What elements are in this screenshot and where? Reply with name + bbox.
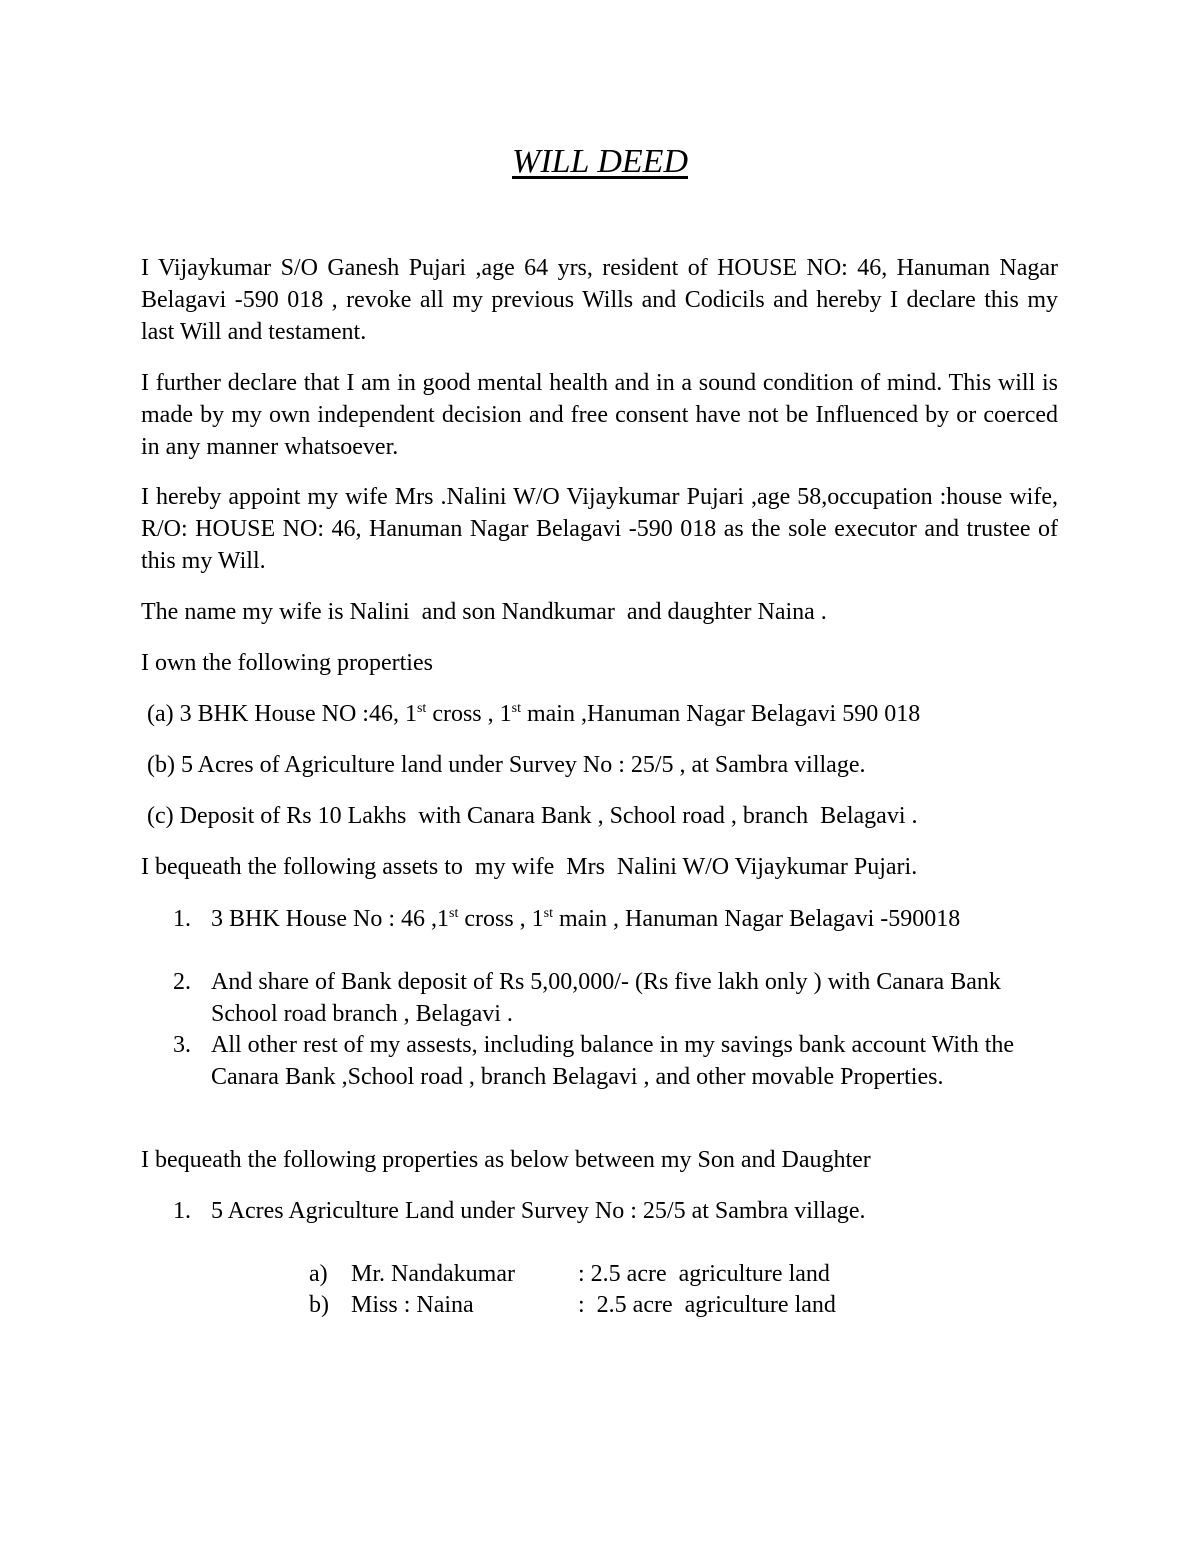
document-title: WILL DEED — [512, 143, 688, 180]
share-a-mark: a) — [309, 1261, 328, 1287]
property-a: (a) 3 BHK House NO :46, 1st cross , 1st main ,Hanuman Nagar Belagavi 590 018 — [141, 701, 921, 727]
family-line: The name my wife is Nalini and son Nandkumar and daughter Naina . — [141, 599, 827, 625]
properties-heading: I own the following properties — [141, 650, 433, 676]
share-b-mark: b) — [309, 1292, 329, 1318]
wife-item-3-number: 3. — [173, 1032, 191, 1058]
wife-item-1-number: 1. — [173, 906, 191, 932]
wife-item-1: 3 BHK House No : 46 ,1st cross , 1st main , Hanuman Nagar Belagavi -590018 — [211, 906, 961, 932]
wife-item-3: All other rest of my assests, including balance in my savings bank account With the Canara Bank ,School road , branch Belagavi , and other movable Properties. — [211, 1032, 1015, 1090]
declaration-paragraph: I further declare that I am in good mental health and in a sound condition of mind. This will is made by my own independent decision and free consent have not be Influenced by or coerced in any manner whatsoever. — [141, 370, 1058, 460]
share-a-value: : 2.5 acre agriculture land — [578, 1261, 830, 1287]
children-item-1: 5 Acres Agriculture Land under Survey No : 25/5 at Sambra village. — [211, 1198, 866, 1224]
intro-paragraph: I Vijaykumar S/O Ganesh Pujari ,age 64 yrs, resident of HOUSE NO: 46, Hanuman Nagar Belagavi -590 018 , revoke all my previous Wills and Codicils and hereby I declare this my last Will and testament. — [141, 255, 1058, 345]
children-item-1-number: 1. — [173, 1198, 191, 1224]
wife-item-2-number: 2. — [173, 969, 191, 995]
share-a-name: Mr. Nandakumar — [351, 1261, 515, 1287]
property-c: (c) Deposit of Rs 10 Lakhs with Canara Bank , School road , branch Belagavi . — [141, 803, 918, 829]
share-b-value: : 2.5 acre agriculture land — [578, 1292, 836, 1318]
appointment-paragraph: I hereby appoint my wife Mrs .Nalini W/O Vijaykumar Pujari ,age 58,occupation :house wife, R/O: HOUSE NO: 46, Hanuman Nagar Belagavi -590 018 as the sole executor and trustee of this my Will. — [141, 484, 1058, 574]
wife-bequest-heading: I bequeath the following assets to my wife Mrs Nalini W/O Vijaykumar Pujari. — [141, 854, 918, 880]
wife-item-2: And share of Bank deposit of Rs 5,00,000/- (Rs five lakh only ) with Canara Bank School road branch , Belagavi . — [211, 969, 1001, 1027]
share-b-name: Miss : Naina — [351, 1292, 474, 1318]
property-b: (b) 5 Acres of Agriculture land under Survey No : 25/5 , at Sambra village. — [141, 752, 866, 778]
children-bequest-heading: I bequeath the following properties as below between my Son and Daughter — [141, 1147, 871, 1173]
